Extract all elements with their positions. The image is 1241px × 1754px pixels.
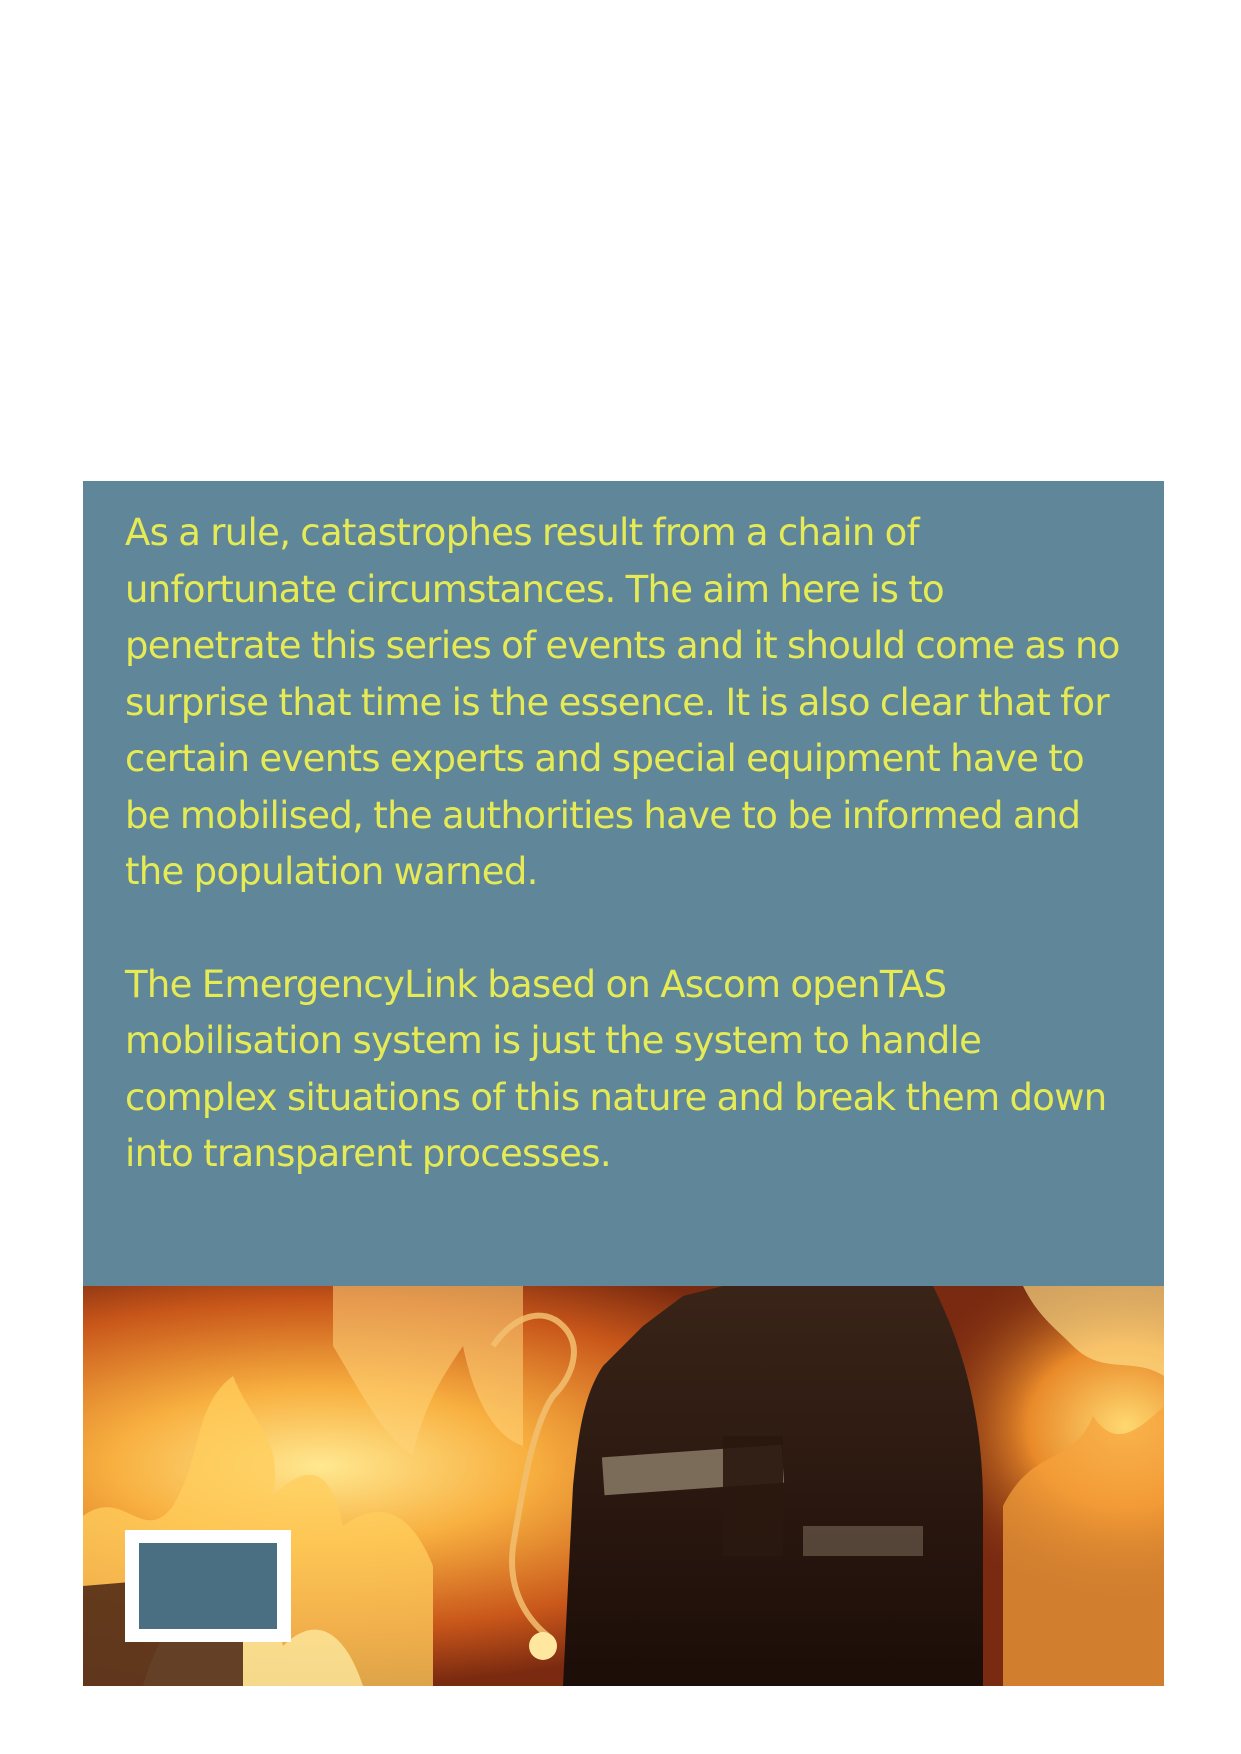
paragraph-emergencylink: The EmergencyLink based on Ascom openTAS mobilisation system is just the system to handle complex situations of this nature and break them down into transparent processes. [125, 962, 1107, 1175]
text-panel [83, 481, 1164, 1286]
badge-fill [139, 1543, 277, 1629]
corner-badge [125, 1530, 291, 1642]
paragraph-catastrophes: As a rule, catastrophes result from a chain of unfortunate circumstances. The aim here is to penetrate this series of events and it should come as no surprise that time is the essence. It is also clear that for certain events experts and special equipment have to be mobilised, the authorities have to be informed and the population warned. [125, 511, 1120, 893]
